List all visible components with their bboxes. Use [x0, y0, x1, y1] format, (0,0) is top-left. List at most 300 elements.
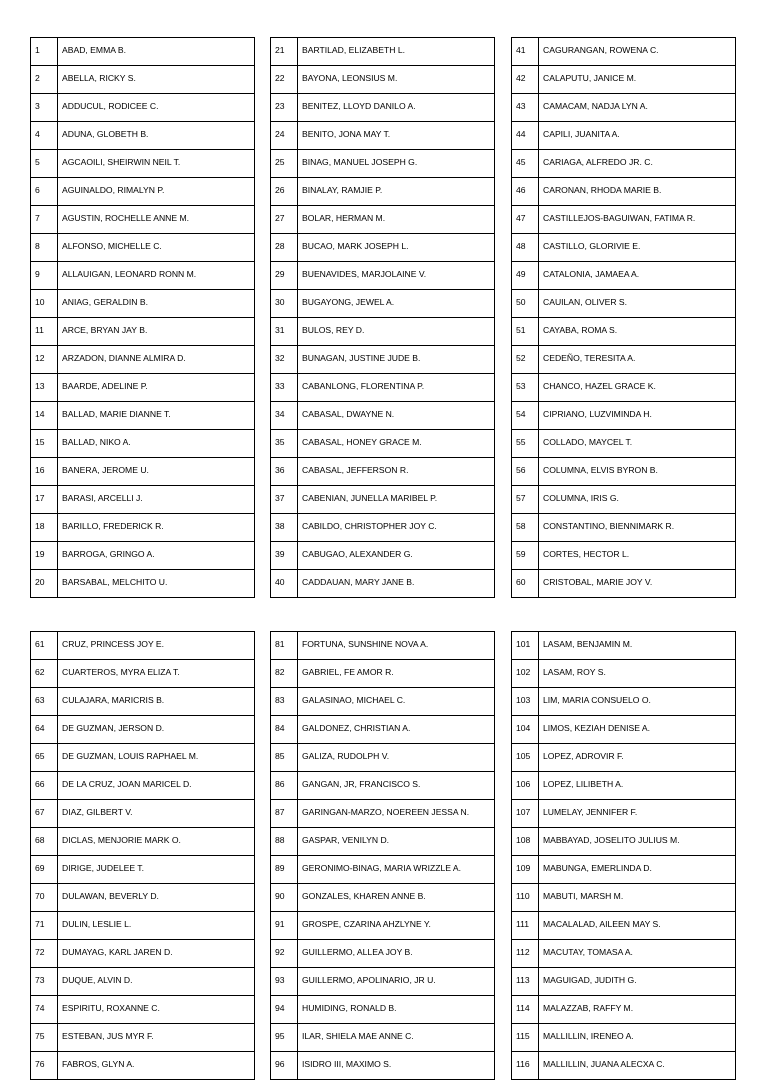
table-row: [512, 374, 736, 402]
row-number: 31: [271, 318, 298, 346]
row-number: 49: [512, 262, 539, 290]
person-name: BAARDE, ADELINE P.: [58, 374, 255, 402]
table-row: [512, 632, 736, 660]
row-number: 29: [271, 262, 298, 290]
table-row: [271, 1052, 495, 1080]
table-row: [31, 1024, 255, 1052]
row-number: 88: [271, 828, 298, 856]
table-row: [271, 38, 495, 66]
person-name: BARSABAL, MELCHITO U.: [58, 570, 255, 598]
person-name: ILAR, SHIELA MAE ANNE C.: [298, 1024, 495, 1052]
row-number: 26: [271, 178, 298, 206]
table-row: [271, 206, 495, 234]
row-number: 62: [31, 660, 58, 688]
table-row: [271, 66, 495, 94]
row-number: 48: [512, 234, 539, 262]
table-row: [31, 290, 255, 318]
row-number: 56: [512, 458, 539, 486]
person-name: GARINGAN-MARZO, NOEREEN JESSA N.: [298, 800, 495, 828]
person-name: DUQUE, ALVIN D.: [58, 968, 255, 996]
row-number: 112: [512, 940, 539, 968]
row-number: 92: [271, 940, 298, 968]
table-row: [512, 828, 736, 856]
table-row: [512, 570, 736, 598]
row-number: 71: [31, 912, 58, 940]
person-name: DE LA CRUZ, JOAN MARICEL D.: [58, 772, 255, 800]
person-name: CAGURANGAN, ROWENA C.: [539, 38, 736, 66]
table-row: [31, 346, 255, 374]
table-row: [31, 38, 255, 66]
person-name: BUNAGAN, JUSTINE JUDE B.: [298, 346, 495, 374]
table-row: [271, 912, 495, 940]
table-row: [31, 772, 255, 800]
table-row: [512, 122, 736, 150]
table-row: [512, 968, 736, 996]
table-row: [271, 402, 495, 430]
person-name: ESPIRITU, ROXANNE C.: [58, 996, 255, 1024]
person-name: GUILLERMO, ALLEA JOY B.: [298, 940, 495, 968]
person-name: COLLADO, MAYCEL T.: [539, 430, 736, 458]
person-name: MALLILLIN, IRENEO A.: [539, 1024, 736, 1052]
row-number: 44: [512, 122, 539, 150]
row-number: 106: [512, 772, 539, 800]
row-number: 87: [271, 800, 298, 828]
person-name: CATALONIA, JAMAEA A.: [539, 262, 736, 290]
table-row: [512, 402, 736, 430]
table-row: [31, 884, 255, 912]
table-row: [31, 828, 255, 856]
row-number: 111: [512, 912, 539, 940]
person-name: BARASI, ARCELLI J.: [58, 486, 255, 514]
table-row: [31, 66, 255, 94]
name-table: [30, 631, 255, 1080]
person-name: MACALALAD, AILEEN MAY S.: [539, 912, 736, 940]
row-number: 10: [31, 290, 58, 318]
row-number: 107: [512, 800, 539, 828]
person-name: LOPEZ, ADROVIR F.: [539, 744, 736, 772]
person-name: GALIZA, RUDOLPH V.: [298, 744, 495, 772]
person-name: BINAG, MANUEL JOSEPH G.: [298, 150, 495, 178]
table-row: [512, 290, 736, 318]
row-number: 51: [512, 318, 539, 346]
row-number: 18: [31, 514, 58, 542]
person-name: BULOS, REY D.: [298, 318, 495, 346]
table-row: [31, 688, 255, 716]
person-name: FABROS, GLYN A.: [58, 1052, 255, 1080]
table-row: [271, 458, 495, 486]
row-number: 75: [31, 1024, 58, 1052]
row-number: 52: [512, 346, 539, 374]
row-number: 61: [31, 632, 58, 660]
row-number: 24: [271, 122, 298, 150]
table-row: [271, 570, 495, 598]
person-name: CEDEÑO, TERESITA A.: [539, 346, 736, 374]
table-row: [31, 458, 255, 486]
row-number: 37: [271, 486, 298, 514]
person-name: CAUILAN, OLIVER S.: [539, 290, 736, 318]
table-row: [271, 514, 495, 542]
table-row: [271, 800, 495, 828]
table-row: [512, 346, 736, 374]
row-number: 110: [512, 884, 539, 912]
name-table: [270, 37, 495, 598]
table-row: [271, 660, 495, 688]
table-row: [512, 318, 736, 346]
person-name: CIPRIANO, LUZVIMINDA H.: [539, 402, 736, 430]
person-name: MABUNGA, EMERLINDA D.: [539, 856, 736, 884]
person-name: CADDAUAN, MARY JANE B.: [298, 570, 495, 598]
person-name: DICLAS, MENJORIE MARK O.: [58, 828, 255, 856]
table-row: [271, 234, 495, 262]
table-row: [31, 402, 255, 430]
person-name: CABUGAO, ALEXANDER G.: [298, 542, 495, 570]
row-number: 59: [512, 542, 539, 570]
person-name: FORTUNA, SUNSHINE NOVA A.: [298, 632, 495, 660]
person-name: GABRIEL, FE AMOR R.: [298, 660, 495, 688]
table-row: [31, 206, 255, 234]
row-number: 17: [31, 486, 58, 514]
person-name: BOLAR, HERMAN M.: [298, 206, 495, 234]
row-number: 35: [271, 430, 298, 458]
row-number: 65: [31, 744, 58, 772]
person-name: BENITEZ, LLOYD DANILO A.: [298, 94, 495, 122]
person-name: CHANCO, HAZEL GRACE K.: [539, 374, 736, 402]
person-name: CAPILI, JUANITA A.: [539, 122, 736, 150]
row-number: 14: [31, 402, 58, 430]
row-number: 68: [31, 828, 58, 856]
table-row: [31, 374, 255, 402]
row-number: 33: [271, 374, 298, 402]
person-name: AGUINALDO, RIMALYN P.: [58, 178, 255, 206]
row-number: 21: [271, 38, 298, 66]
person-name: CABASAL, DWAYNE N.: [298, 402, 495, 430]
person-name: MALAZZAB, RAFFY M.: [539, 996, 736, 1024]
row-number: 105: [512, 744, 539, 772]
table-row: [271, 290, 495, 318]
person-name: BINALAY, RAMJIE P.: [298, 178, 495, 206]
person-name: ALLAUIGAN, LEONARD RONN M.: [58, 262, 255, 290]
person-name: GASPAR, VENILYN D.: [298, 828, 495, 856]
row-number: 36: [271, 458, 298, 486]
person-name: CONSTANTINO, BIENNIMARK R.: [539, 514, 736, 542]
table-row: [31, 996, 255, 1024]
person-name: BUGAYONG, JEWEL A.: [298, 290, 495, 318]
row-number: 73: [31, 968, 58, 996]
person-name: HUMIDING, RONALD B.: [298, 996, 495, 1024]
table-row: [512, 1052, 736, 1080]
table-row: [512, 94, 736, 122]
table-row: [271, 940, 495, 968]
row-number: 83: [271, 688, 298, 716]
person-name: BALLAD, MARIE DIANNE T.: [58, 402, 255, 430]
row-number: 104: [512, 716, 539, 744]
table-row: [31, 178, 255, 206]
person-name: GALASINAO, MICHAEL C.: [298, 688, 495, 716]
table-row: [512, 234, 736, 262]
person-name: AGUSTIN, ROCHELLE ANNE M.: [58, 206, 255, 234]
row-number: 13: [31, 374, 58, 402]
row-number: 4: [31, 122, 58, 150]
row-number: 6: [31, 178, 58, 206]
row-number: 46: [512, 178, 539, 206]
row-number: 58: [512, 514, 539, 542]
person-name: CABILDO, CHRISTOPHER JOY C.: [298, 514, 495, 542]
table-row: [31, 150, 255, 178]
row-number: 20: [31, 570, 58, 598]
row-number: 94: [271, 996, 298, 1024]
person-name: COLUMNA, IRIS G.: [539, 486, 736, 514]
person-name: ESTEBAN, JUS MYR F.: [58, 1024, 255, 1052]
table-row: [512, 542, 736, 570]
row-number: 76: [31, 1052, 58, 1080]
person-name: GALDONEZ, CHRISTIAN A.: [298, 716, 495, 744]
person-name: CALAPUTU, JANICE M.: [539, 66, 736, 94]
row-number: 69: [31, 856, 58, 884]
table-row: [512, 150, 736, 178]
table-row: [271, 856, 495, 884]
table-row: [31, 542, 255, 570]
table-row: [271, 772, 495, 800]
person-name: ARCE, BRYAN JAY B.: [58, 318, 255, 346]
table-row: [271, 94, 495, 122]
row-number: 54: [512, 402, 539, 430]
table-row: [31, 744, 255, 772]
person-name: MAGUIGAD, JUDITH G.: [539, 968, 736, 996]
row-number: 72: [31, 940, 58, 968]
person-name: ISIDRO III, MAXIMO S.: [298, 1052, 495, 1080]
row-number: 8: [31, 234, 58, 262]
table-row: [271, 430, 495, 458]
person-name: GERONIMO-BINAG, MARIA WRIZZLE A.: [298, 856, 495, 884]
table-row: [271, 346, 495, 374]
row-number: 32: [271, 346, 298, 374]
person-name: GANGAN, JR, FRANCISCO S.: [298, 772, 495, 800]
row-number: 9: [31, 262, 58, 290]
table-row: [271, 884, 495, 912]
table-row: [271, 150, 495, 178]
person-name: GROSPE, CZARINA AHZLYNE Y.: [298, 912, 495, 940]
table-row: [512, 884, 736, 912]
row-number: 85: [271, 744, 298, 772]
table-row: [512, 1024, 736, 1052]
row-number: 50: [512, 290, 539, 318]
row-number: 116: [512, 1052, 539, 1080]
row-number: 102: [512, 660, 539, 688]
person-name: CUARTEROS, MYRA ELIZA T.: [58, 660, 255, 688]
table-row: [512, 262, 736, 290]
table-row: [31, 1052, 255, 1080]
table-row: [31, 660, 255, 688]
person-name: ANIAG, GERALDIN B.: [58, 290, 255, 318]
row-number: 45: [512, 150, 539, 178]
row-number: 82: [271, 660, 298, 688]
row-number: 16: [31, 458, 58, 486]
person-name: CAMACAM, NADJA LYN A.: [539, 94, 736, 122]
table-row: [31, 912, 255, 940]
row-number: 34: [271, 402, 298, 430]
table-row: [31, 262, 255, 290]
row-number: 11: [31, 318, 58, 346]
row-number: 27: [271, 206, 298, 234]
row-number: 115: [512, 1024, 539, 1052]
person-name: CRISTOBAL, MARIE JOY V.: [539, 570, 736, 598]
row-number: 67: [31, 800, 58, 828]
person-name: MABBAYAD, JOSELITO JULIUS M.: [539, 828, 736, 856]
row-number: 93: [271, 968, 298, 996]
person-name: CABANLONG, FLORENTINA P.: [298, 374, 495, 402]
person-name: LASAM, ROY S.: [539, 660, 736, 688]
row-number: 25: [271, 150, 298, 178]
person-name: CRUZ, PRINCESS JOY E.: [58, 632, 255, 660]
person-name: DUMAYAG, KARL JAREN D.: [58, 940, 255, 968]
person-name: DE GUZMAN, LOUIS RAPHAEL M.: [58, 744, 255, 772]
table-row: [271, 1024, 495, 1052]
row-number: 38: [271, 514, 298, 542]
person-name: LASAM, BENJAMIN M.: [539, 632, 736, 660]
row-number: 96: [271, 1052, 298, 1080]
table-row: [31, 486, 255, 514]
table-row: [31, 968, 255, 996]
table-row: [31, 632, 255, 660]
row-number: 3: [31, 94, 58, 122]
table-row: [271, 318, 495, 346]
row-number: 95: [271, 1024, 298, 1052]
table-row: [512, 940, 736, 968]
row-number: 22: [271, 66, 298, 94]
person-name: CORTES, HECTOR L.: [539, 542, 736, 570]
table-row: [31, 856, 255, 884]
row-number: 63: [31, 688, 58, 716]
row-number: 47: [512, 206, 539, 234]
row-number: 60: [512, 570, 539, 598]
table-row: [512, 38, 736, 66]
person-name: CABENIAN, JUNELLA MARIBEL P.: [298, 486, 495, 514]
row-number: 81: [271, 632, 298, 660]
person-name: ALFONSO, MICHELLE C.: [58, 234, 255, 262]
table-row: [512, 772, 736, 800]
table-row: [31, 318, 255, 346]
table-row: [31, 122, 255, 150]
table-row: [512, 178, 736, 206]
row-number: 42: [512, 66, 539, 94]
table-row: [271, 716, 495, 744]
table-row: [31, 430, 255, 458]
table-row: [271, 374, 495, 402]
row-number: 1: [31, 38, 58, 66]
table-row: [512, 744, 736, 772]
person-name: BAYONA, LEONSIUS M.: [298, 66, 495, 94]
row-number: 30: [271, 290, 298, 318]
person-name: CARIAGA, ALFREDO JR. C.: [539, 150, 736, 178]
person-name: DULAWAN, BEVERLY D.: [58, 884, 255, 912]
table-row: [31, 514, 255, 542]
person-name: LOPEZ, LILIBETH A.: [539, 772, 736, 800]
row-number: 84: [271, 716, 298, 744]
table-row: [31, 94, 255, 122]
person-name: BENITO, JONA MAY T.: [298, 122, 495, 150]
table-row: [31, 940, 255, 968]
person-name: MACUTAY, TOMASA A.: [539, 940, 736, 968]
table-row: [31, 716, 255, 744]
row-number: 2: [31, 66, 58, 94]
person-name: GONZALES, KHAREN ANNE B.: [298, 884, 495, 912]
table-row: [31, 800, 255, 828]
row-number: 7: [31, 206, 58, 234]
row-number: 103: [512, 688, 539, 716]
person-name: COLUMNA, ELVIS BYRON B.: [539, 458, 736, 486]
person-name: DIAZ, GILBERT V.: [58, 800, 255, 828]
table-row: [512, 688, 736, 716]
row-number: 23: [271, 94, 298, 122]
table-row: [271, 262, 495, 290]
row-number: 12: [31, 346, 58, 374]
person-name: MABUTI, MARSH M.: [539, 884, 736, 912]
person-name: LIMOS, KEZIAH DENISE A.: [539, 716, 736, 744]
row-number: 86: [271, 772, 298, 800]
person-name: LIM, MARIA CONSUELO O.: [539, 688, 736, 716]
table-row: [271, 744, 495, 772]
person-name: ABELLA, RICKY S.: [58, 66, 255, 94]
person-name: CULAJARA, MARICRIS B.: [58, 688, 255, 716]
row-number: 64: [31, 716, 58, 744]
row-number: 40: [271, 570, 298, 598]
person-name: CABASAL, JEFFERSON R.: [298, 458, 495, 486]
person-name: BARROGA, GRINGO A.: [58, 542, 255, 570]
person-name: CABASAL, HONEY GRACE M.: [298, 430, 495, 458]
table-row: [271, 632, 495, 660]
row-number: 108: [512, 828, 539, 856]
person-name: CASTILLO, GLORIVIE E.: [539, 234, 736, 262]
row-number: 15: [31, 430, 58, 458]
name-table: [30, 37, 255, 598]
table-row: [512, 430, 736, 458]
row-number: 41: [512, 38, 539, 66]
person-name: CASTILLEJOS-BAGUIWAN, FATIMA R.: [539, 206, 736, 234]
row-number: 57: [512, 486, 539, 514]
name-table: [511, 631, 736, 1080]
person-name: AGCAOILI, SHEIRWIN NEIL T.: [58, 150, 255, 178]
person-name: LUMELAY, JENNIFER F.: [539, 800, 736, 828]
person-name: ADUNA, GLOBETH B.: [58, 122, 255, 150]
person-name: ARZADON, DIANNE ALMIRA D.: [58, 346, 255, 374]
person-name: BUCAO, MARK JOSEPH L.: [298, 234, 495, 262]
person-name: ADDUCUL, RODICEE C.: [58, 94, 255, 122]
table-row: [512, 206, 736, 234]
table-row: [512, 514, 736, 542]
person-name: BARTILAD, ELIZABETH L.: [298, 38, 495, 66]
table-row: [512, 660, 736, 688]
row-number: 19: [31, 542, 58, 570]
row-number: 28: [271, 234, 298, 262]
row-number: 70: [31, 884, 58, 912]
table-row: [271, 122, 495, 150]
table-row: [512, 912, 736, 940]
row-number: 43: [512, 94, 539, 122]
row-number: 55: [512, 430, 539, 458]
person-name: CARONAN, RHODA MARIE B.: [539, 178, 736, 206]
table-row: [512, 716, 736, 744]
name-table: [270, 631, 495, 1080]
person-name: BARILLO, FREDERICK R.: [58, 514, 255, 542]
row-number: 89: [271, 856, 298, 884]
table-row: [271, 828, 495, 856]
row-number: 113: [512, 968, 539, 996]
row-number: 5: [31, 150, 58, 178]
table-row: [271, 542, 495, 570]
row-number: 66: [31, 772, 58, 800]
person-name: ABAD, EMMA B.: [58, 38, 255, 66]
person-name: GUILLERMO, APOLINARIO, JR U.: [298, 968, 495, 996]
